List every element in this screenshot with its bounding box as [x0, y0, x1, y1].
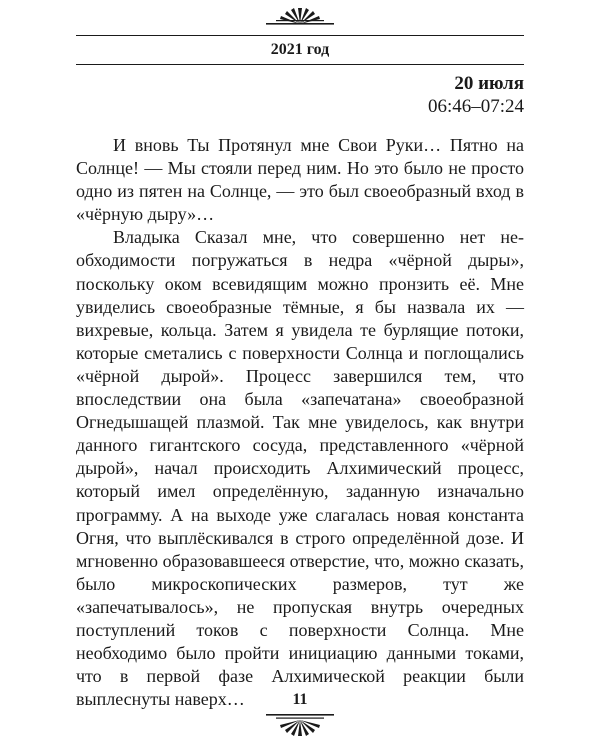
entry-date-block — [428, 72, 524, 118]
paragraph-1: И вновь Ты Протянул мне Свои Руки… Пятно на Солнце! — Мы стояли перед ним. Но это было не просто одно из пятен на Солнце, — это был своеобразный вход в «чёрную дыру»… — [76, 135, 524, 225]
header-top-rule — [76, 35, 524, 36]
page-number: 11 — [292, 691, 308, 708]
sunburst-ornament-icon — [262, 2, 338, 26]
running-header-year: 2021 год — [270, 41, 330, 58]
paragraph-2: Владыка Сказал мне, что совершенно нет необходимости погружаться в недра «чёрной дыры», поскольку оком всевидящим можно пронзить её. Мне увиделись своеобразные тёмные, я бы назвала их — вихревые, кольца. Затем я увидела те бурлящие потоки, которые сметались с поверхности Солнца и поглощались «чёрной дырой». Процесс завершился тем, что впоследствии она была «запечатана» своеобразной Огнедышащей плазмой. Так мне увиделось, как внутри данного гигантского сосуда, представленного «чёрной дырой», начал происходить Алхимический процесс, который имел определённую, заданную изначально программу. А на выходе уже слагалась новая константа Огня, что выплёскивался в строго определённой дозе. И мгновенно образовавшееся отверстие, что, можно сказать, было микроскопических размеров, тут же «запечатывалось», не пропуская внутрь очередных поступлений токов с поверхности Солнца. Мне необходимо было пройти инициацию данными токами, что в первой фазе Алхимической реакции были выплеснуты наверх… — [76, 227, 524, 710]
entry-date: 20 июля — [454, 73, 524, 94]
entry-time: 06:46–07:24 — [427, 96, 524, 117]
body-text — [76, 134, 524, 711]
header-bottom-rule — [76, 64, 524, 65]
sunburst-ornament-icon — [262, 712, 338, 740]
